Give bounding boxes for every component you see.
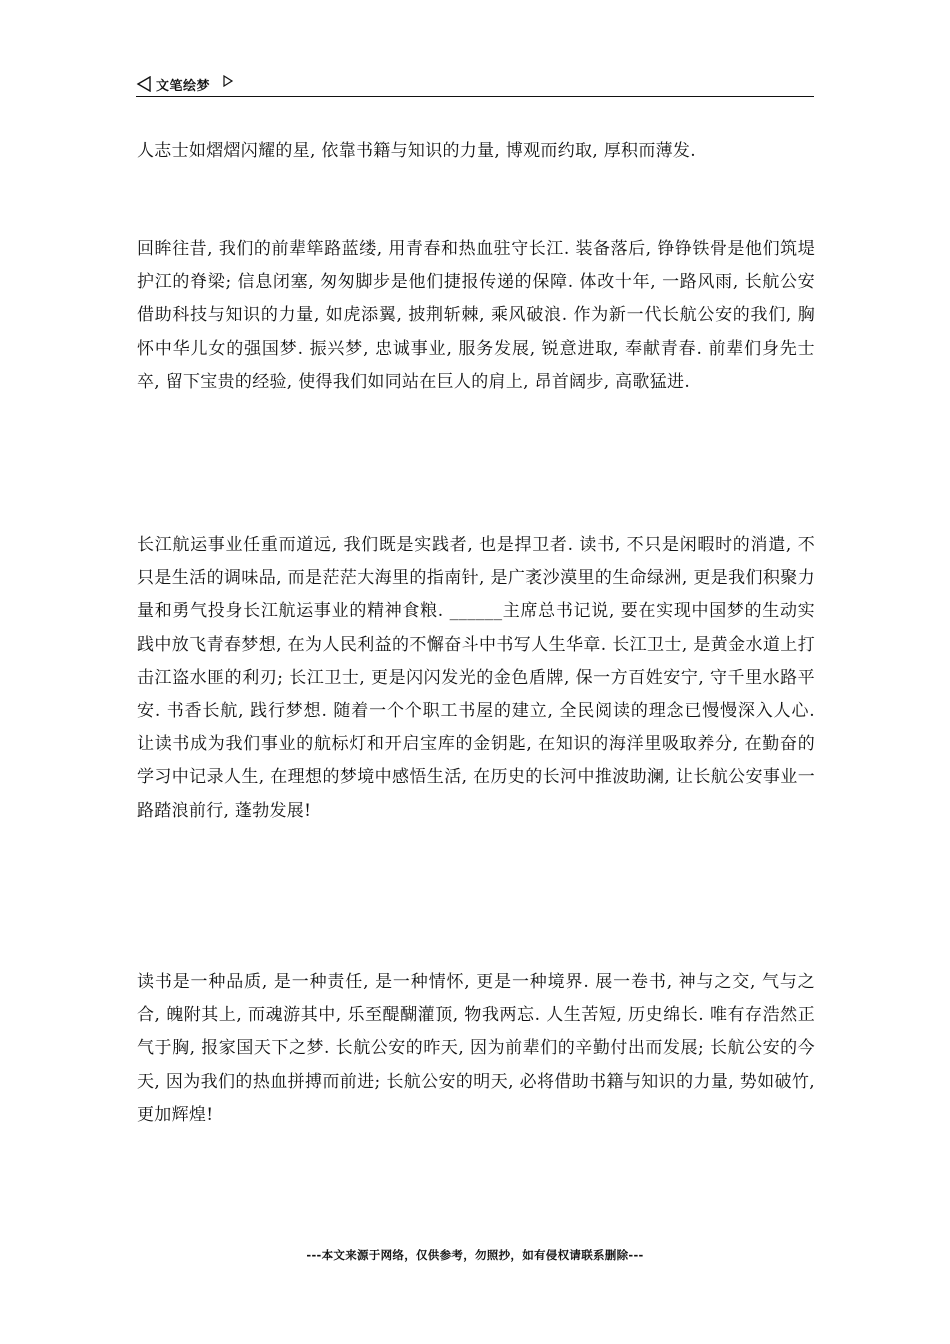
triangle-left-icon <box>136 76 152 92</box>
header-title: 文笔绘梦 <box>156 79 211 94</box>
footer-disclaimer: ---本文来源于网络，仅供参考，勿照抄，如有侵权请联系删除--- <box>306 1248 644 1262</box>
page-header <box>136 74 814 97</box>
paragraph-4: 读书是一种品质, 是一种责任, 是一种情怀, 更是一种境界. 展一卷书, 神与之交, 气与之合, 魄附其上, 而魂游其中, 乐至醍醐灌顶, 物我两忘. 人生苦短, 历史绵长. 唯有存浩然正气于胸, 报家国天下之梦. 长航公安的昨天, 因为前辈们的辛勤付出而发展; 长航公安的今天, 因为我们的热血拼搏而前进; 长航公安的明天, 必将借助书籍与知识的力量, 势如破竹, 更加辉煌! <box>137 972 815 1125</box>
triangle-right-icon <box>222 75 234 87</box>
paragraph-1: 人志士如熠熠闪耀的星, 依靠书籍与知识的力量, 博观而约取, 厚积而薄发. <box>137 141 696 161</box>
paragraph-3: 长江航运事业任重而道远, 我们既是实践者, 也是捍卫者. 读书, 不只是闲暇时的消遣, 不只是生活的调味品, 而是茫茫大海里的指南针, 是广袤沙漠里的生命绿洲, 更是我们积聚力量和勇气投身长江航运事业的精神食粮. ______主席总书记说, 要在实现中国梦的生动实践中放飞青春梦想, 在为人民利益的不懈奋斗中书写人生华章. 长江卫士, 是黄金水道上打击江盗水匪的利刃; 长江卫士, 更是闪闪发光的金色盾牌, 保一方百姓安宁, 守千里水路平安. 书香长航, 践行梦想. 随着一个个职工书屋的建立, 全民阅读的理念已慢慢深入人心. 让读书成为我们事业的航标灯和开启宝库的金钥匙, 在知识的海洋里吸取养分, 在勤奋的学习中记录人生, 在理想的梦境中感悟生活, 在历史的长河中推波助澜, 让长航公安事业一路踏浪前行, 蓬勃发展! <box>137 535 815 821</box>
paragraph-2: 回眸往昔, 我们的前辈筚路蓝缕, 用青春和热血驻守长江. 装备落后, 铮铮铁骨是他们筑堤护江的脊梁; 信息闭塞, 匆匆脚步是他们捷报传递的保障. 体改十年, 一路风雨, 长航公安借助科技与知识的力量, 如虎添翼, 披荆斩棘, 乘风破浪. 作为新一代长航公安的我们, 胸怀中华儿女的强国梦. 振兴梦, 忠诚事业, 服务发展, 锐意进取, 奉献青春. 前辈们身先士卒, 留下宝贵的经验, 使得我们如同站在巨人的肩上, 昂首阔步, 高歌猛进. <box>137 239 815 392</box>
